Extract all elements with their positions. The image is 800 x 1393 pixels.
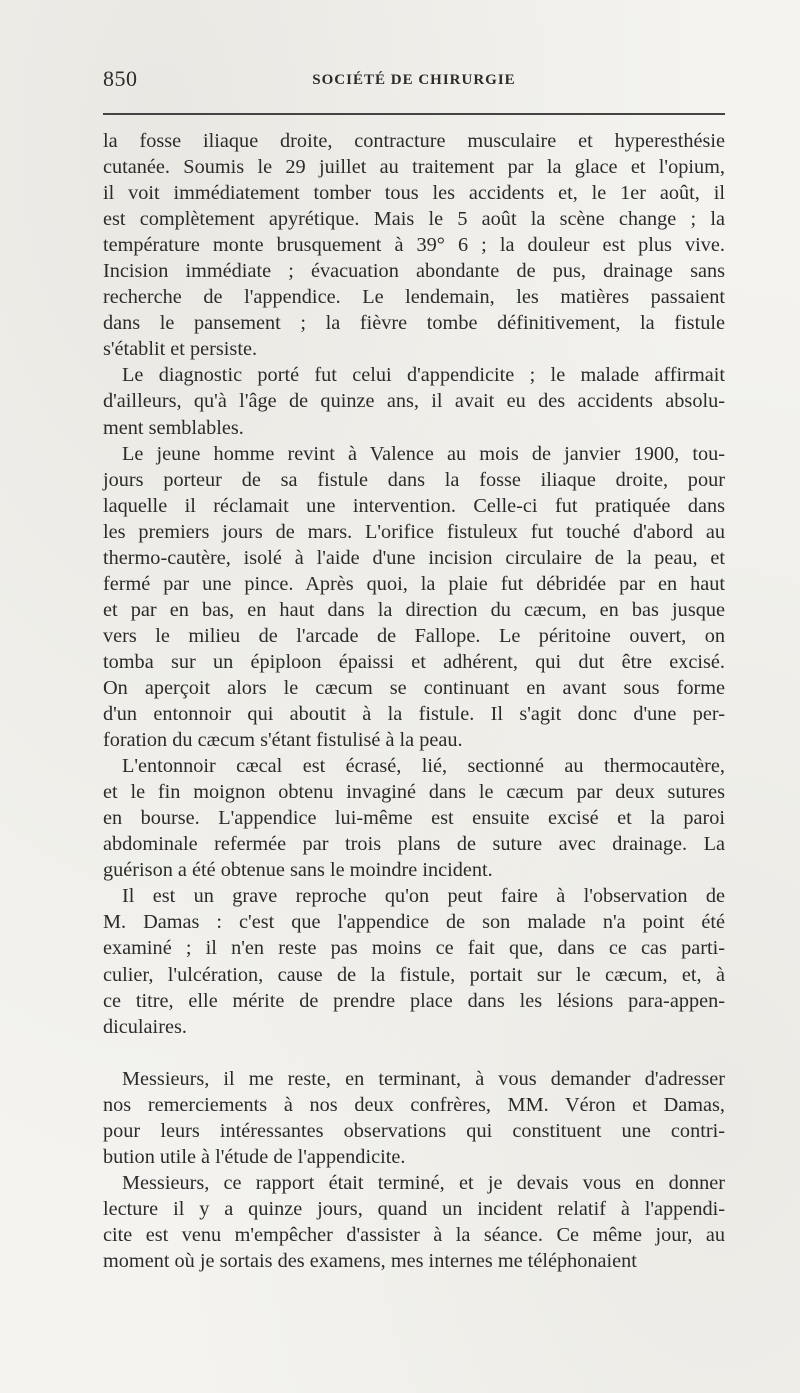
text-line: en bourse. L'appendice lui-même est ensuite excisé et la paroi: [103, 807, 725, 830]
text-line: fermé par une pince. Après quoi, la plaie fut débridée par en haut: [103, 572, 725, 595]
text-line: examiné ; il n'en reste pas moins ce fait que, dans ce cas parti-: [103, 937, 725, 960]
text-line: est complètement apyrétique. Mais le 5 août la scène change ; la: [103, 208, 725, 231]
text-line: laquelle il réclamait une intervention. Celle-ci fut pratiquée dans: [103, 494, 725, 517]
text-line: Incision immédiate ; évacuation abondante de pus, drainage sans: [103, 260, 725, 283]
paragraph: [103, 441, 725, 754]
text-line: recherche de l'appendice. Le lendemain, les matières passaient: [103, 286, 725, 309]
text-line: Messieurs, il me reste, en terminant, à vous demander d'adresser: [122, 1067, 725, 1090]
text-line: nos remerciements à nos deux confrères, MM. Véron et Damas,: [103, 1093, 725, 1116]
paragraph: [103, 1170, 725, 1274]
text-line: d'un entonnoir qui aboutit à la fistule. Il s'agit donc d'une per-: [103, 703, 725, 726]
text-line: thermo-cautère, isolé à l'aide d'une incision circulaire de la peau, et: [103, 546, 725, 569]
text-line: M. Damas : c'est que l'appendice de son malade n'a point été: [103, 911, 725, 934]
text-line: moment où je sortais des examens, mes internes me téléphonaient: [103, 1249, 637, 1272]
text-line: diculaires.: [103, 1015, 187, 1038]
text-line: culier, l'ulcération, cause de la fistule, portait sur le cæcum, et, à: [103, 963, 725, 986]
text-line: et par en bas, en haut dans la direction du cæcum, en bas jusque: [103, 598, 725, 621]
page-header: [103, 62, 725, 98]
text-line: la fosse iliaque droite, contracture musculaire et hyperesthésie: [103, 130, 725, 152]
text-line: ce titre, elle mérite de prendre place dans les lésions para-appen-: [103, 989, 725, 1012]
paragraph: [103, 883, 725, 1039]
paragraph: [103, 362, 725, 440]
page-number: 850: [103, 66, 138, 91]
text-line: les premiers jours de mars. L'orifice fistuleux fut touché d'abord au: [103, 520, 725, 543]
text-line: Messieurs, ce rapport était terminé, et je devais vous en donner: [122, 1171, 725, 1194]
text-line: s'établit et persiste.: [103, 338, 258, 361]
text-line: température monte brusquement à 39° 6 ; la douleur est plus vive.: [103, 234, 725, 257]
running-head: SOCIÉTÉ DE CHIRURGIE: [312, 72, 516, 88]
text-line: cite est venu m'empêcher d'assister à la séance. Ce même jour, au: [103, 1223, 725, 1246]
text-line: jours porteur de sa fistule dans la fosse iliaque droite, pour: [103, 468, 725, 491]
text-line: et le fin moignon obtenu invaginé dans le cæcum par deux sutures: [103, 781, 725, 804]
header-rule: [103, 113, 725, 115]
text-line: lecture il y a quinze jours, quand un incident relatif à l'appendi-: [103, 1197, 725, 1220]
text-line: pour leurs intéressantes observations qui constituent une contri-: [103, 1119, 725, 1142]
text-line: guérison a été obtenue sans le moindre incident.: [103, 859, 493, 882]
text-line: foration du cæcum s'étant fistulisé à la peau.: [103, 729, 463, 752]
text-line: dans le pansement ; la fièvre tombe définitivement, la fistule: [103, 312, 725, 335]
text-line: ment semblables.: [103, 416, 244, 439]
paragraph: [103, 753, 725, 883]
text-line: On aperçoit alors le cæcum se continuant en avant sous forme: [103, 676, 725, 699]
text-line: abdominale refermée par trois plans de suture avec drainage. La: [103, 833, 725, 856]
section-gap: [103, 1040, 725, 1066]
text-line: d'ailleurs, qu'à l'âge de quinze ans, il avait eu des accidents absolu-: [103, 390, 725, 413]
paragraph: [103, 128, 725, 362]
paragraph: [103, 1066, 725, 1170]
text-line: cutanée. Soumis le 29 juillet au traitement par la glace et l'opium,: [103, 156, 725, 179]
text-line: Le jeune homme revint à Valence au mois de janvier 1900, tou-: [122, 442, 725, 465]
text-line: bution utile à l'étude de l'appendicite.: [103, 1145, 406, 1168]
body-text: [103, 128, 725, 1274]
text-line: tomba sur un épiploon épaissi et adhérent, qui dut être excisé.: [103, 650, 725, 673]
text-line: vers le milieu de l'arcade de Fallope. Le péritoine ouvert, on: [103, 624, 725, 647]
text-line: L'entonnoir cæcal est écrasé, lié, sectionné au thermocautère,: [122, 755, 725, 778]
text-line: Le diagnostic porté fut celui d'appendicite ; le malade affirmait: [122, 364, 725, 387]
text-line: Il est un grave reproche qu'on peut faire à l'observation de: [122, 885, 725, 908]
text-line: il voit immédiatement tomber tous les accidents et, le 1er août, il: [103, 182, 725, 205]
